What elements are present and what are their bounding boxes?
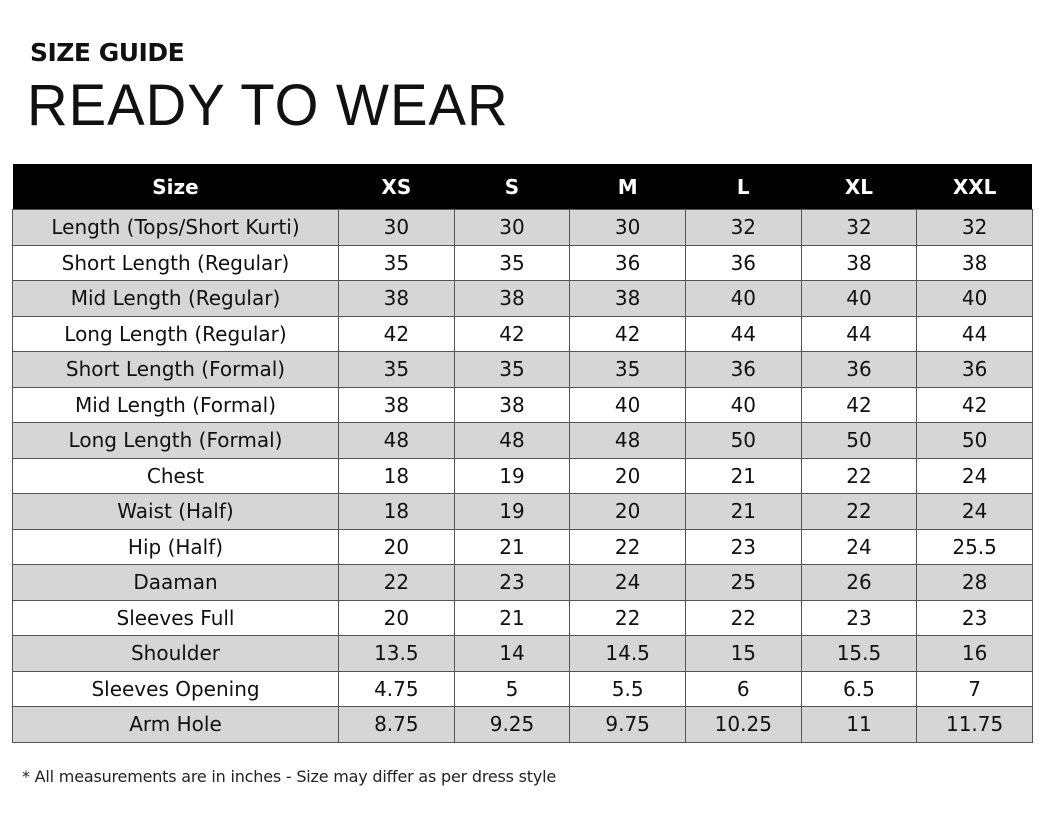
table-row bbox=[13, 671, 1033, 707]
row-label: Arm Hole bbox=[13, 707, 339, 743]
column-header: XS bbox=[339, 164, 455, 210]
table-cell: 44 bbox=[685, 316, 801, 352]
table-cell: 26 bbox=[801, 565, 917, 601]
row-label: Mid Length (Formal) bbox=[13, 387, 339, 423]
table-cell: 38 bbox=[339, 281, 455, 317]
table-cell: 21 bbox=[685, 458, 801, 494]
row-label: Long Length (Formal) bbox=[13, 423, 339, 459]
table-cell: 6 bbox=[685, 671, 801, 707]
table-cell: 48 bbox=[454, 423, 570, 459]
table-row bbox=[13, 352, 1033, 388]
table-cell: 23 bbox=[685, 529, 801, 565]
table-cell: 38 bbox=[570, 281, 686, 317]
table-row bbox=[13, 565, 1033, 601]
table-row bbox=[13, 245, 1033, 281]
table-cell: 19 bbox=[454, 494, 570, 530]
table-cell: 24 bbox=[801, 529, 917, 565]
table-cell: 18 bbox=[339, 458, 455, 494]
table-cell: 24 bbox=[917, 458, 1033, 494]
table-cell: 35 bbox=[570, 352, 686, 388]
table-cell: 50 bbox=[917, 423, 1033, 459]
table-cell: 42 bbox=[801, 387, 917, 423]
table-cell: 21 bbox=[454, 600, 570, 636]
table-row bbox=[13, 600, 1033, 636]
table-cell: 38 bbox=[454, 281, 570, 317]
row-label: Length (Tops/Short Kurti) bbox=[13, 210, 339, 246]
table-cell: 23 bbox=[801, 600, 917, 636]
table-cell: 36 bbox=[801, 352, 917, 388]
table-cell: 4.75 bbox=[339, 671, 455, 707]
row-label: Short Length (Formal) bbox=[13, 352, 339, 388]
table-cell: 50 bbox=[801, 423, 917, 459]
table-cell: 23 bbox=[454, 565, 570, 601]
table-cell: 25 bbox=[685, 565, 801, 601]
table-cell: 5 bbox=[454, 671, 570, 707]
table-cell: 20 bbox=[339, 600, 455, 636]
table-cell: 14 bbox=[454, 636, 570, 672]
table-cell: 40 bbox=[685, 281, 801, 317]
table-cell: 48 bbox=[570, 423, 686, 459]
table-cell: 20 bbox=[570, 494, 686, 530]
table-cell: 40 bbox=[917, 281, 1033, 317]
table-cell: 20 bbox=[570, 458, 686, 494]
row-label: Hip (Half) bbox=[13, 529, 339, 565]
table-cell: 32 bbox=[917, 210, 1033, 246]
table-cell: 11 bbox=[801, 707, 917, 743]
table-cell: 14.5 bbox=[570, 636, 686, 672]
table-cell: 6.5 bbox=[801, 671, 917, 707]
table-row bbox=[13, 423, 1033, 459]
table-cell: 7 bbox=[917, 671, 1033, 707]
table-cell: 42 bbox=[454, 316, 570, 352]
table-cell: 35 bbox=[339, 245, 455, 281]
table-cell: 20 bbox=[339, 529, 455, 565]
table-cell: 21 bbox=[685, 494, 801, 530]
row-label: Sleeves Opening bbox=[13, 671, 339, 707]
table-row bbox=[13, 529, 1033, 565]
table-cell: 40 bbox=[570, 387, 686, 423]
table-cell: 42 bbox=[917, 387, 1033, 423]
table-row bbox=[13, 636, 1033, 672]
table-cell: 35 bbox=[454, 352, 570, 388]
table-cell: 24 bbox=[917, 494, 1033, 530]
table-cell: 8.75 bbox=[339, 707, 455, 743]
footnote: * All measurements are in inches - Size may differ as per dress style bbox=[22, 767, 557, 786]
table-cell: 30 bbox=[454, 210, 570, 246]
table-cell: 32 bbox=[801, 210, 917, 246]
row-label: Shoulder bbox=[13, 636, 339, 672]
table-cell: 36 bbox=[685, 352, 801, 388]
table-cell: 13.5 bbox=[339, 636, 455, 672]
table-cell: 22 bbox=[570, 529, 686, 565]
size-guide-label: SIZE GUIDE bbox=[30, 38, 185, 67]
table-header-row bbox=[13, 164, 1033, 210]
row-label: Short Length (Regular) bbox=[13, 245, 339, 281]
table-cell: 35 bbox=[339, 352, 455, 388]
row-label: Daaman bbox=[13, 565, 339, 601]
column-header: L bbox=[685, 164, 801, 210]
table-cell: 50 bbox=[685, 423, 801, 459]
table-row bbox=[13, 387, 1033, 423]
row-label: Mid Length (Regular) bbox=[13, 281, 339, 317]
column-header: M bbox=[570, 164, 686, 210]
table-cell: 19 bbox=[454, 458, 570, 494]
table-cell: 22 bbox=[685, 600, 801, 636]
table-cell: 23 bbox=[917, 600, 1033, 636]
table-cell: 16 bbox=[917, 636, 1033, 672]
table-row bbox=[13, 316, 1033, 352]
table-cell: 30 bbox=[570, 210, 686, 246]
table-cell: 22 bbox=[570, 600, 686, 636]
table-cell: 9.25 bbox=[454, 707, 570, 743]
table-row bbox=[13, 458, 1033, 494]
page-title: READY TO WEAR bbox=[27, 73, 509, 138]
table-cell: 11.75 bbox=[917, 707, 1033, 743]
table-cell: 44 bbox=[917, 316, 1033, 352]
table-cell: 40 bbox=[685, 387, 801, 423]
table-cell: 18 bbox=[339, 494, 455, 530]
table-cell: 38 bbox=[454, 387, 570, 423]
table-cell: 10.25 bbox=[685, 707, 801, 743]
table-cell: 48 bbox=[339, 423, 455, 459]
table-cell: 25.5 bbox=[917, 529, 1033, 565]
table-cell: 22 bbox=[801, 458, 917, 494]
table-row bbox=[13, 281, 1033, 317]
column-header: XXL bbox=[917, 164, 1033, 210]
size-table bbox=[12, 164, 1033, 743]
table-cell: 42 bbox=[570, 316, 686, 352]
table-cell: 15.5 bbox=[801, 636, 917, 672]
table-cell: 38 bbox=[917, 245, 1033, 281]
table-cell: 36 bbox=[917, 352, 1033, 388]
table-row bbox=[13, 494, 1033, 530]
table-cell: 22 bbox=[339, 565, 455, 601]
column-header: S bbox=[454, 164, 570, 210]
table-cell: 35 bbox=[454, 245, 570, 281]
table-cell: 15 bbox=[685, 636, 801, 672]
table-cell: 38 bbox=[801, 245, 917, 281]
table-cell: 30 bbox=[339, 210, 455, 246]
table-cell: 22 bbox=[801, 494, 917, 530]
table-row bbox=[13, 707, 1033, 743]
column-header: XL bbox=[801, 164, 917, 210]
table-row bbox=[13, 210, 1033, 246]
row-label: Chest bbox=[13, 458, 339, 494]
table-cell: 24 bbox=[570, 565, 686, 601]
row-label: Sleeves Full bbox=[13, 600, 339, 636]
table-cell: 36 bbox=[685, 245, 801, 281]
table-cell: 38 bbox=[339, 387, 455, 423]
table-cell: 21 bbox=[454, 529, 570, 565]
table-cell: 42 bbox=[339, 316, 455, 352]
table-cell: 5.5 bbox=[570, 671, 686, 707]
table-cell: 40 bbox=[801, 281, 917, 317]
table-cell: 28 bbox=[917, 565, 1033, 601]
row-label: Long Length (Regular) bbox=[13, 316, 339, 352]
table-body bbox=[13, 210, 1033, 743]
table-cell: 32 bbox=[685, 210, 801, 246]
table-cell: 36 bbox=[570, 245, 686, 281]
row-label: Waist (Half) bbox=[13, 494, 339, 530]
column-header: Size bbox=[13, 164, 339, 210]
table-cell: 44 bbox=[801, 316, 917, 352]
table-cell: 9.75 bbox=[570, 707, 686, 743]
